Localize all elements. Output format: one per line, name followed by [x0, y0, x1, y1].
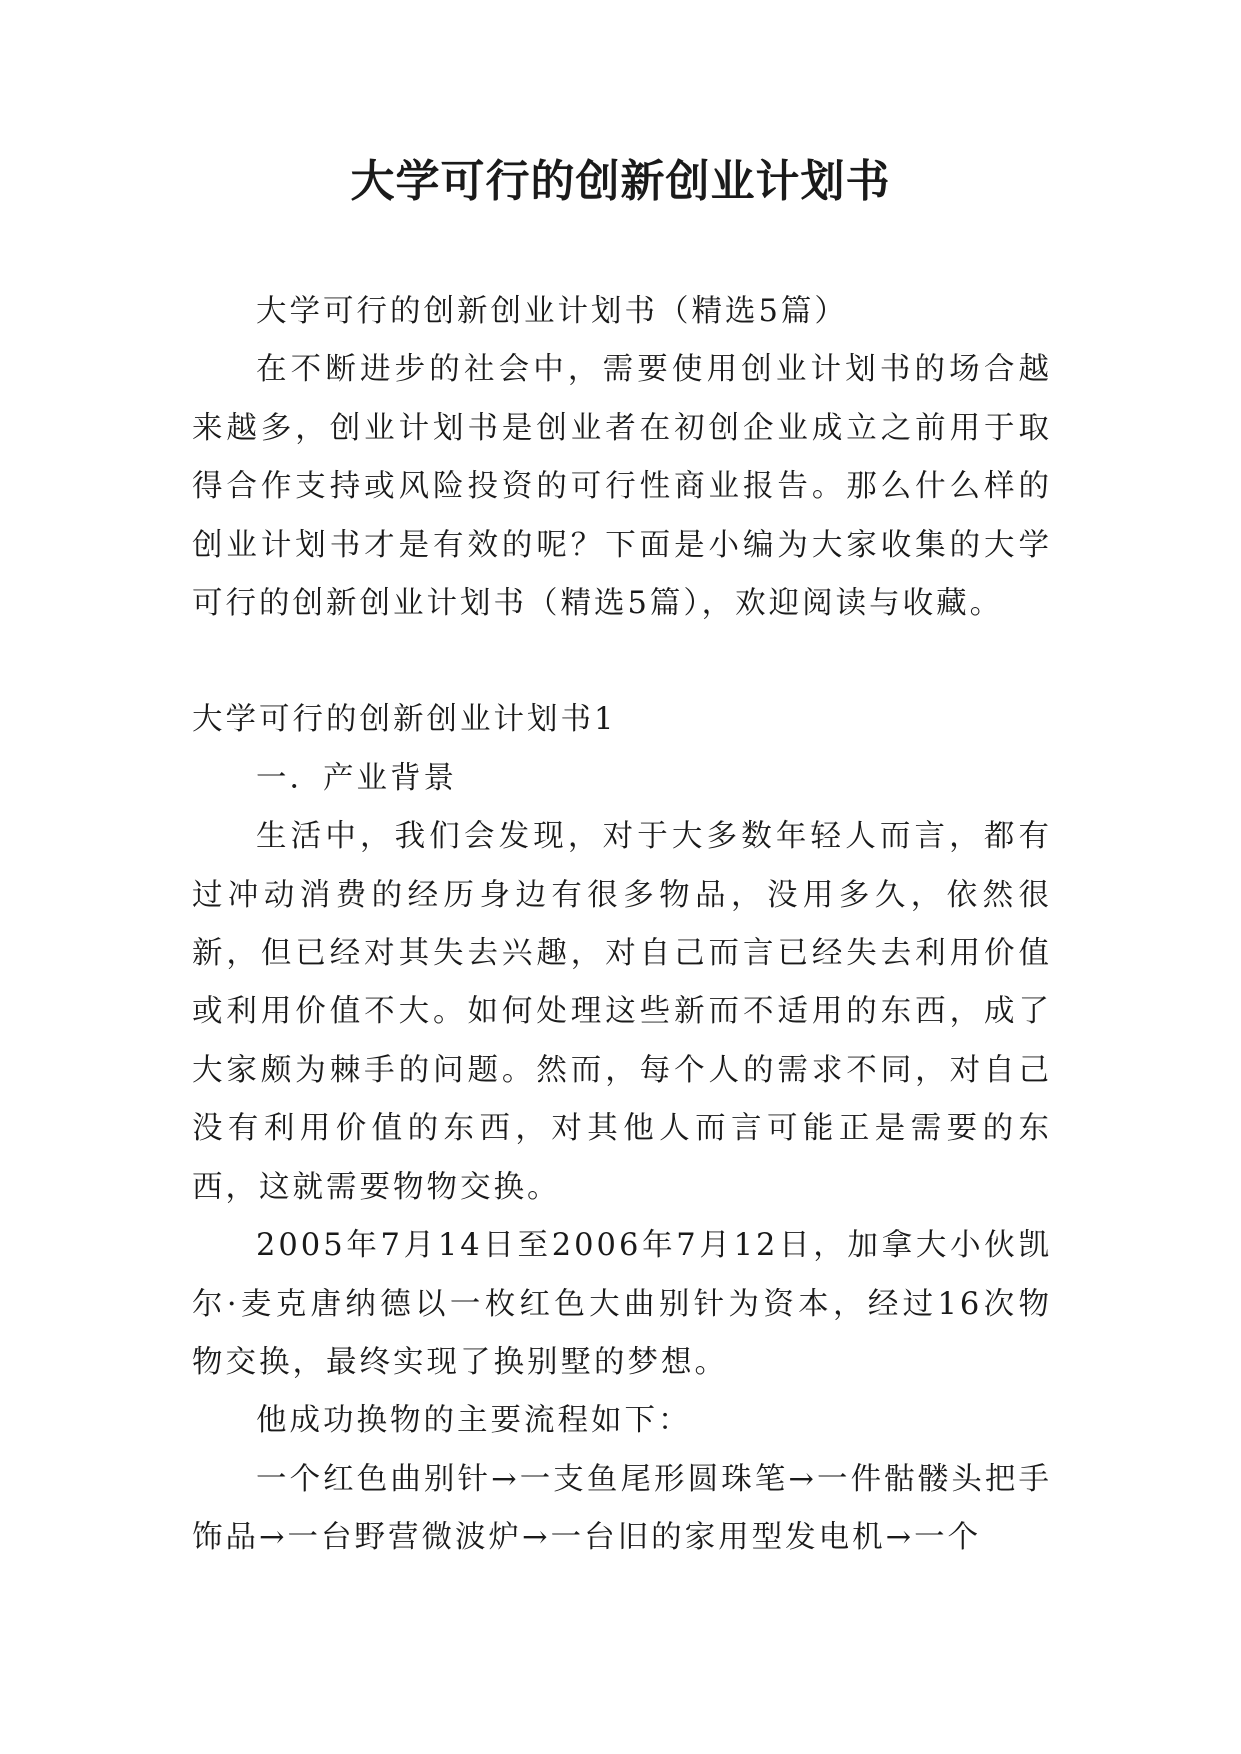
- body-paragraph-1: 生活中，我们会发现，对于大多数年轻人而言，都有过冲动消费的经历身边有很多物品，没用多久，依然很新，但已经对其失去兴趣，对自己而言已经失去利用价值或利用价值不大。如何处理这些新而不适用的东西，成了大家颇为棘手的问题。然而，每个人的需求不同，对自己没有利用价值的东西，对其他人而言可能正是需要的东西，这就需要物物交换。: [192, 819, 1052, 1205]
- document-body: [192, 283, 1052, 1568]
- intro-paragraph: 在不断进步的社会中，需要使用创业计划书的场合越来越多，创业计划书是创业者在初创企业成立之前用于取得合作支持或风险投资的可行性商业报告。那么什么样的创业计划书才是有效的呢？下面是小编为大家收集的大学可行的创新创业计划书（精选5篇），欢迎阅读与收藏。: [192, 352, 1052, 622]
- subsection-heading: 一．产业背景: [256, 760, 457, 796]
- body-paragraph-3: 他成功换物的主要流程如下：: [256, 1403, 692, 1439]
- section-title: 大学可行的创新创业计划书1: [192, 702, 617, 738]
- body-paragraph-2: 2005年7月14日至2006年7月12日，加拿大小伙凯尔·麦克唐纳德以一枚红色大曲别针为资本，经过16次物物交换，最终实现了换别墅的梦想。: [192, 1228, 1052, 1380]
- intro-line: 大学可行的创新创业计划书（精选5篇）: [256, 294, 848, 329]
- document-title: 大学可行的创新创业计划书: [350, 156, 891, 207]
- body-paragraph-4: 一个红色曲别针→一支鱼尾形圆珠笔→一件骷髅头把手饰品→一台野营微波炉→一台旧的家用型发电机→一个: [192, 1461, 1052, 1556]
